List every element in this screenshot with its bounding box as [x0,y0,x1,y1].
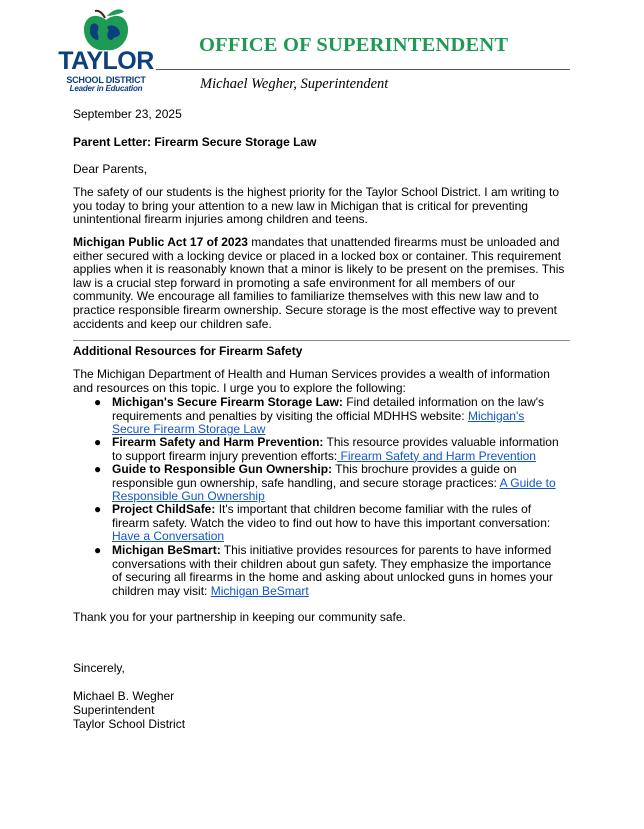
resource-list [73,396,573,600]
resource-text: Find detailed information on the law's requirements and penalties by visiting the official MDHHS website: [112,395,545,423]
signature-name: Michael B. Wegher [73,689,175,703]
law-paragraph [73,236,573,331]
signature-title: Superintendent [73,703,155,717]
list-item [73,436,560,463]
law-name: Michigan Public Act 17 of 2023 [73,235,248,249]
bullet-icon: ● [94,395,102,409]
resource-text: This resource provides valuable information to support firearm injury prevention efforts: [112,435,559,463]
district-logo [58,6,154,94]
logo-subname: SCHOOL DISTRICT [66,75,146,85]
resource-link[interactable]: Firearm Safety and Harm Prevention [337,448,536,463]
resource-title: Guide to Responsible Gun Ownership: [112,462,333,476]
logo-name: TAYLOR [58,47,154,75]
thanks-line: Thank you for your partnership in keeping our community safe. [73,610,406,624]
law-text: mandates that unattended firearms must be unloaded and either secured with a locking device or placed in a locked box or container. This requirement applies when it is reasonably known that a minor is likely to be present on the premises. This law is a crucial step forward in promoting a safe environment for all members of our community. We encourage all families to familiarize themselves with this new law and to practice responsible firearm ownership. Secure storage is the most effective way to prevent accidents and keep our children safe. [73,235,565,331]
resource-title: Michigan's Secure Firearm Storage Law: [112,395,343,409]
office-title: OFFICE OF SUPERINTENDENT [199,34,509,56]
intro-paragraph: The safety of our students is the highest priority for the Taylor School District. I am writing to you today to bring your attention to a new law in Michigan that is critical for preventing unintentional firearm injuries among children and teens. [73,185,559,227]
bullet-icon: ● [94,462,102,476]
resource-link[interactable]: Michigan's Secure Firearm Storage Law [112,408,525,437]
resource-text: This brochure provides a guide on responsible gun ownership, safe handling, and secure storage practices: [112,462,517,490]
resource-title: Michigan BeSmart: [112,543,221,557]
section-divider [73,340,570,341]
resource-title: Project ChildSafe: [112,502,216,516]
list-item [73,463,560,503]
resource-text: It's important that children become familiar with the rules of firearm safety. Watch the video to find out how to have this important conversation: [112,502,551,530]
header-divider [156,69,570,70]
signature-org: Taylor School District [73,717,186,731]
superintendent-line: Michael Wegher, Superintendent [200,76,389,92]
resource-link[interactable]: Have a Conversation [112,529,225,544]
bullet-icon: ● [94,502,102,516]
resources-heading: Additional Resources for Firearm Safety [73,344,303,358]
list-item [73,503,560,544]
letter-subject: Parent Letter: Firearm Secure Storage Law [73,135,317,149]
list-item [73,544,560,600]
closing: Sincerely, [73,661,125,675]
letter-date: September 23, 2025 [73,107,182,121]
bullet-icon: ● [94,543,102,557]
salutation: Dear Parents, [73,162,148,176]
resource-link[interactable]: A Guide to Responsible Gun Ownership [112,475,556,504]
bullet-icon: ● [94,435,102,449]
resource-title: Firearm Safety and Harm Prevention: [112,435,324,449]
resource-link[interactable]: Michigan BeSmart [210,583,309,598]
logo-tagline: Leader in Education [69,84,143,93]
list-item [73,396,560,436]
resource-text: This initiative provides resources for parents to have informed conversations with their children about gun safety. They emphasize the importance of securing all firearms in the home and asking about unlocked guns in homes your children may visit: [112,543,553,598]
resources-intro: The Michigan Department of Health and Human Services provides a wealth of information and resources on this topic. I urge you to explore the following: [73,367,550,395]
